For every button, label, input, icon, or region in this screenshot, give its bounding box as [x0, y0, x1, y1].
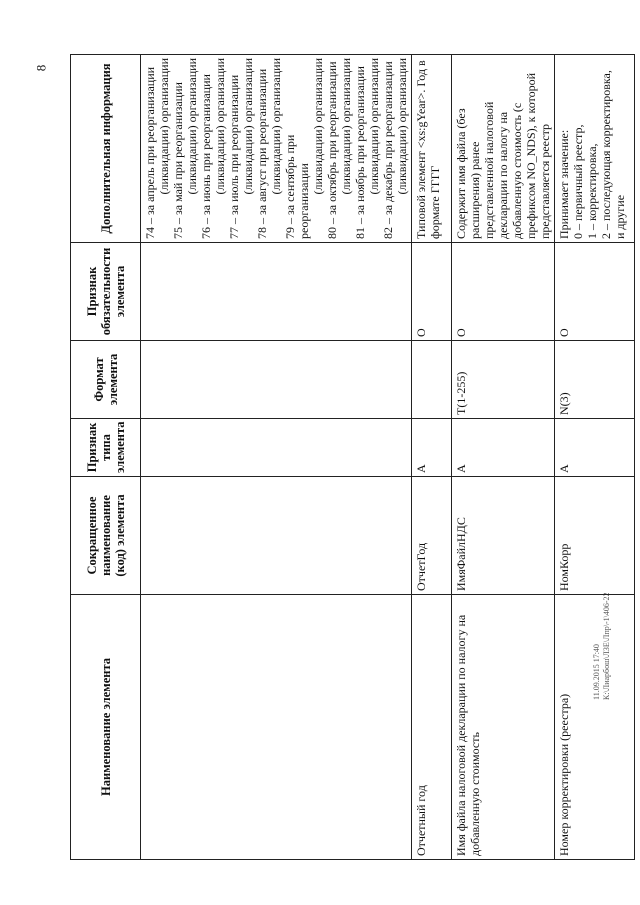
cell-name — [141, 595, 412, 860]
info-line: (ликвидации) организации — [395, 58, 409, 195]
cell-info: Содержит имя файла (без расширения) ранее представленной налоговой декларации по налогу на добавленную стоимость (с префиксом NO_NDS), к которой представляется реестр — [452, 55, 555, 243]
info-line: Принимает значение: — [557, 129, 571, 239]
info-line: 79 – за сентябрь при реорганизации — [283, 134, 311, 239]
cell-name: Номер корректировки (реестра) — [555, 595, 635, 860]
info-line: (ликвидации) организации — [269, 58, 283, 195]
table-header-row — [71, 55, 141, 860]
info-line: (ликвидации) организации — [311, 58, 325, 195]
info-line: 0 – первичный реестр, — [571, 124, 585, 239]
cell-info — [141, 55, 412, 243]
header-info: Дополнительная информация — [71, 55, 141, 243]
info-line: (ликвидации) организации — [213, 58, 227, 195]
info-line: (ликвидации) организации — [241, 58, 255, 195]
info-line: (ликвидации) организации — [339, 58, 353, 195]
cell-type: А — [412, 419, 452, 477]
info-line: 81 – за ноябрь при реорганизации — [353, 66, 367, 239]
cell-code: ИмяФайлНДС — [452, 477, 555, 595]
info-line: 1 – корректировка, — [585, 143, 599, 239]
table-row — [412, 55, 452, 860]
cell-code: НомКорр — [555, 477, 635, 595]
table-row — [141, 55, 412, 860]
cell-info — [555, 55, 635, 243]
info-line: (ликвидации) организации — [367, 58, 381, 195]
cell-type — [141, 419, 412, 477]
info-line: 78 – за август при реорганизации — [255, 68, 269, 239]
cell-format: N(3) — [555, 341, 635, 419]
info-line: 2 – последующая корректировка, — [599, 70, 613, 239]
footnote-line-2: К:\Лиарбош\ЛЗЕ\Лпр\-1\406-22 — [602, 592, 611, 700]
cell-type: А — [555, 419, 635, 477]
info-line: и другие — [613, 194, 627, 239]
cell-type: А — [452, 419, 555, 477]
cell-format: T(1-255) — [452, 341, 555, 419]
cell-required — [141, 243, 412, 341]
cell-format — [412, 341, 452, 419]
info-line: 76 – за июнь при реорганизации — [199, 74, 213, 239]
cell-required: О — [452, 243, 555, 341]
cell-code — [141, 477, 412, 595]
footnote-line-1: 11.09.2015 17:40 — [592, 644, 601, 700]
cell-required: О — [555, 243, 635, 341]
cell-format — [141, 341, 412, 419]
table-row — [555, 55, 635, 860]
info-line: (ликвидации) организации — [185, 58, 199, 195]
cell-name: Отчетный год — [412, 595, 452, 860]
element-spec-table — [70, 54, 635, 860]
header-name: Наименование элемента — [71, 595, 141, 860]
header-required: Признак обязательности элемента — [71, 243, 141, 341]
info-line: (ликвидации) организации — [157, 58, 171, 195]
header-format: Формат элемента — [71, 341, 141, 419]
cell-name: Имя файла налоговой декларации по налогу на добавленную стоимость — [452, 595, 555, 860]
info-line: 82 – за декабрь при реорганизации — [381, 61, 395, 239]
header-type: Признак типа элемента — [71, 419, 141, 477]
info-line: 77 – за июль при реорганизации — [227, 74, 241, 239]
header-code: Сокращенное наименование (код) элемента — [71, 477, 141, 595]
cell-code: ОтчетГод — [412, 477, 452, 595]
cell-info: Типовой элемент <xs:gYear>. Год в формате ГГГГ — [412, 55, 452, 243]
info-line: 75 – за май при реорганизации — [171, 82, 185, 239]
table-row — [452, 55, 555, 860]
info-line: 74 – за апрель при реорганизации — [143, 66, 157, 239]
page-number: 8 — [33, 64, 49, 72]
cell-required: О — [412, 243, 452, 341]
info-line: 80 – за октябрь при реорганизации — [325, 61, 339, 239]
